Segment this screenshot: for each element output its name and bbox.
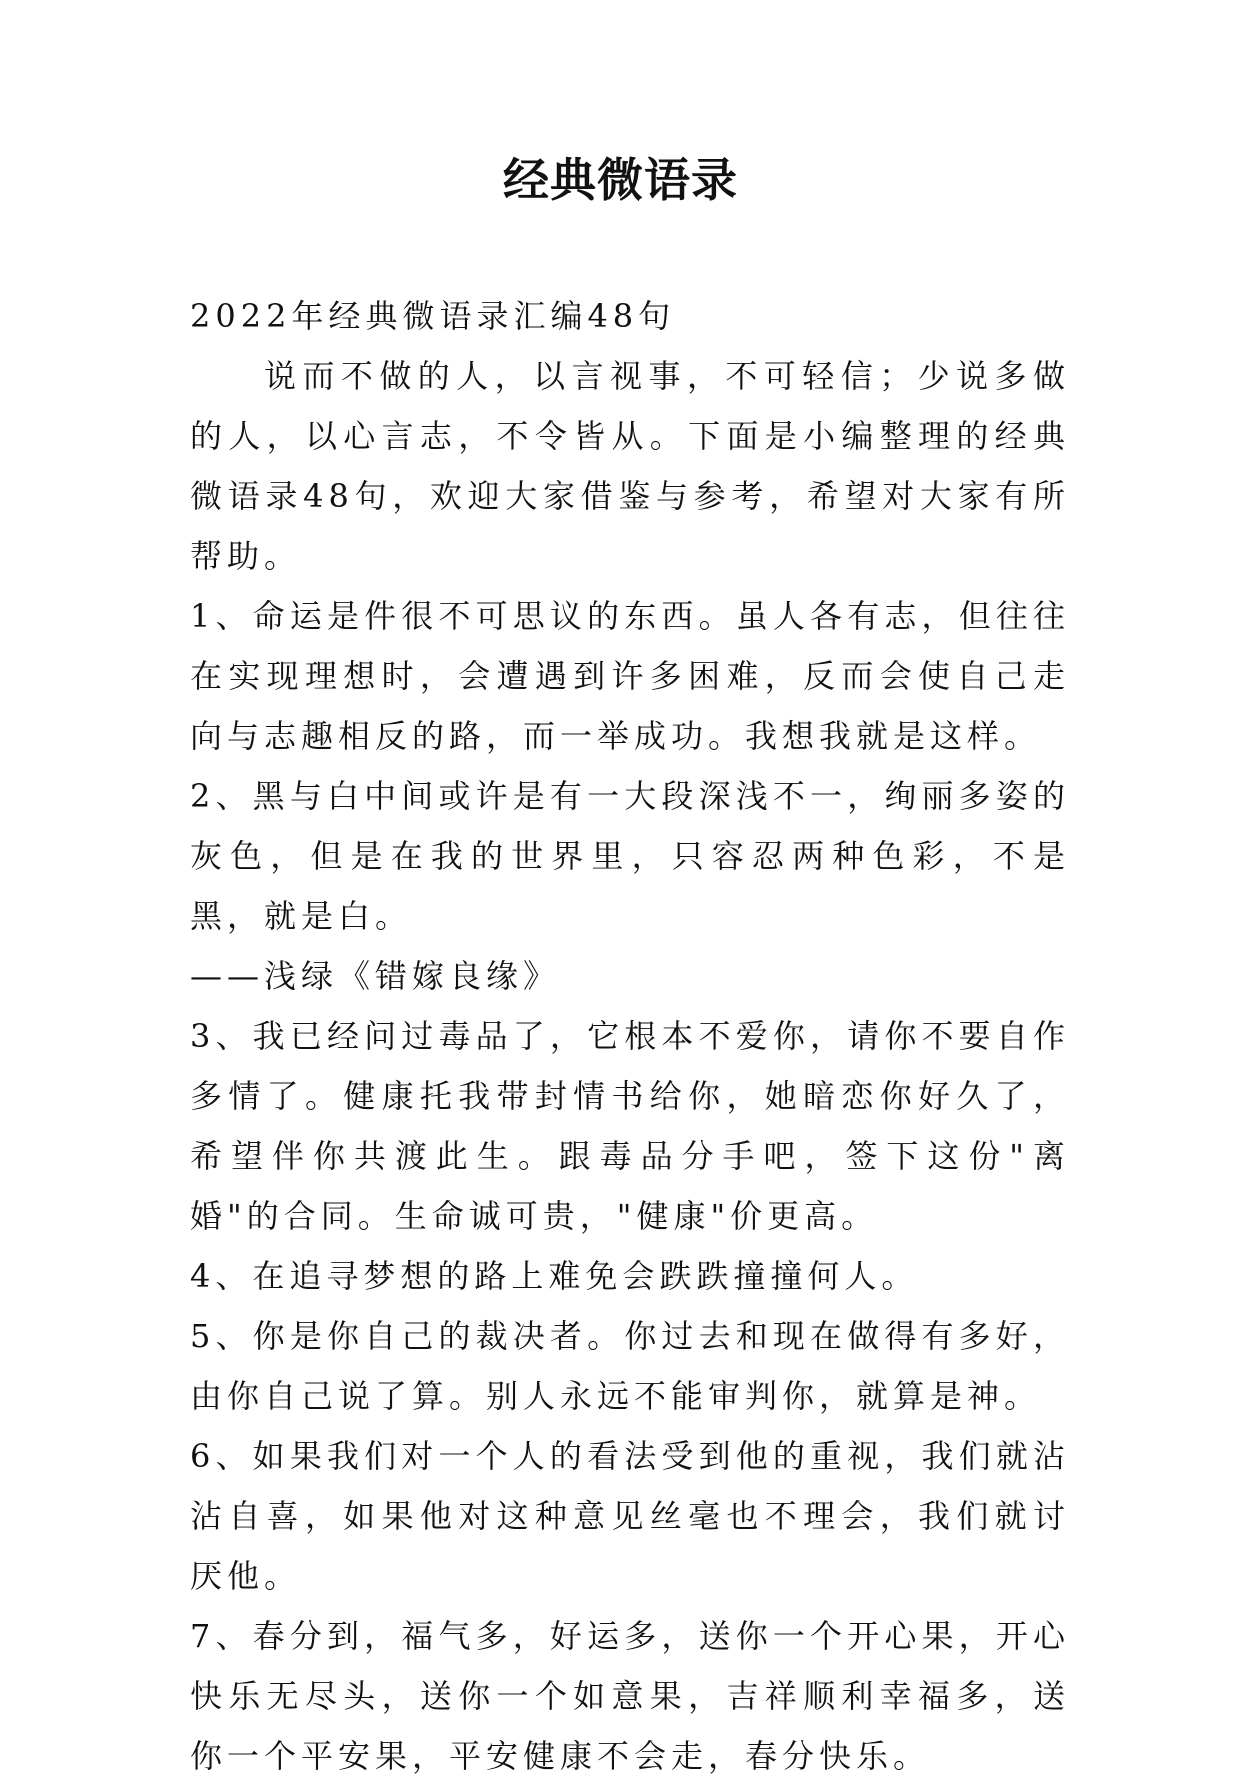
quote-item-6: 6、如果我们对一个人的看法受到他的重视，我们就沾沾自喜，如果他对这种意见丝毫也不理会，我们就讨厌他。 [190, 1437, 1070, 1595]
quote-attribution: ——浅绿《错嫁良缘》 [190, 957, 561, 995]
document-title: 经典微语录 [503, 153, 738, 207]
quote-item-1: 1、命运是件很不可思议的东西。虽人各有志，但往往在实现理想时，会遭遇到许多困难，反而会使自己走向与志趣相反的路，而一举成功。我想我就是这样。 [190, 597, 1070, 755]
quote-item-3: 3、我已经问过毒品了，它根本不爱你，请你不要自作多情了。健康托我带封情书给你，她暗恋你好久了，希望伴你共渡此生。跟毒品分手吧，签下这份"离婚"的合同。生命诚可贵，"健康"价更高。 [190, 1017, 1070, 1235]
quote-item-7: 7、春分到，福气多，好运多，送你一个开心果，开心快乐无尽头，送你一个如意果，吉祥顺利幸福多，送你一个平安果，平安健康不会走，春分快乐。 [190, 1617, 1070, 1775]
document-body [190, 286, 1070, 1786]
quote-item-5: 5、你是你自己的裁决者。你过去和现在做得有多好，由你自己说了算。别人永远不能审判你，就算是神。 [190, 1317, 1070, 1415]
quote-item-2: 2、黑与白中间或许是有一大段深浅不一，绚丽多姿的灰色，但是在我的世界里，只容忍两种色彩，不是黑，就是白。 [190, 777, 1070, 935]
document-subtitle: 2022年经典微语录汇编48句 [190, 297, 676, 335]
intro-paragraph: 说而不做的人，以言视事，不可轻信；少说多做的人，以心言志，不令皆从。下面是小编整理的经典微语录48句，欢迎大家借鉴与参考，希望对大家有所帮助。 [190, 357, 1070, 575]
quote-item-4: 4、在追寻梦想的路上难免会跌跌撞撞何人。 [190, 1257, 919, 1295]
